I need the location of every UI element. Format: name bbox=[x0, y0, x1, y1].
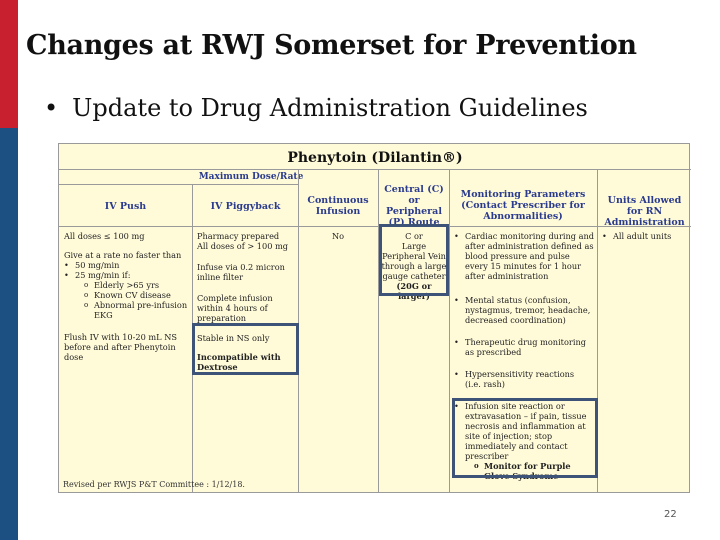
iv-push-rate-1: • 50 mg/min bbox=[64, 260, 190, 270]
col-divider bbox=[449, 170, 450, 492]
bullet-dot-icon: • bbox=[44, 94, 59, 122]
highlight-box-route bbox=[379, 224, 449, 296]
monitoring-item-5: • Infusion site reaction or extravasation – if pain, tissue necrosis and inflammation at site of injection; stop immediately and contact prescriber bbox=[454, 401, 594, 461]
col-header-monitoring: Monitoring Parameters (Contact Prescriber for Abnormalities) bbox=[460, 189, 586, 222]
iv-push-rate-2: • 25 mg/min if: bbox=[64, 270, 190, 280]
route-line-1: C or bbox=[405, 231, 423, 241]
route-line-3: Peripheral Vein bbox=[382, 251, 446, 261]
route-line-6: (20G or larger) bbox=[396, 281, 432, 301]
highlight-box-infusion-site bbox=[452, 398, 598, 478]
max-dose-header: Maximum Dose/Rate bbox=[198, 172, 304, 182]
side-accent-blue bbox=[0, 128, 18, 540]
iv-push-cell bbox=[64, 231, 190, 362]
ivpb-stable: Stable in NS only bbox=[197, 333, 270, 343]
iv-push-sub-1: o Elderly >65 yrs bbox=[64, 280, 190, 290]
iv-push-sub-2: o Known CV disease bbox=[64, 290, 190, 300]
iv-push-flush: Flush IV with 10-20 mL NS before and after Phenytoin dose bbox=[64, 332, 177, 362]
route-line-2: Large bbox=[401, 241, 427, 251]
monitoring-item-4-note: (i.e. rash) bbox=[465, 379, 505, 389]
slide-bullet bbox=[44, 94, 588, 122]
iv-push-sub-3: o Abnormal pre-infusion EKG bbox=[64, 300, 190, 320]
monitoring-item-2: • Mental status (confusion, nystagmus, tremor, headache, decreased coordination) bbox=[454, 295, 594, 325]
ivpb-doses: All doses of > 100 mg bbox=[197, 241, 289, 251]
ivpb-filter: Infuse via 0.2 micron inline filter bbox=[197, 262, 285, 282]
side-accent-bar bbox=[0, 0, 18, 540]
ivpb-complete: Complete infusion within 4 hours of preparation bbox=[197, 293, 273, 323]
header-divider bbox=[59, 226, 691, 227]
col-header-iv-push: IV Push bbox=[104, 201, 147, 212]
iv-push-all-doses: All doses ≤ 100 mg bbox=[64, 231, 145, 241]
ivpb-prepared: Pharmacy prepared bbox=[197, 231, 280, 241]
side-accent-red bbox=[0, 0, 18, 128]
monitoring-item-4: • Hypersensitivity reactions bbox=[454, 369, 594, 379]
highlight-box-dextrose bbox=[192, 323, 299, 375]
slide-bullet-text: Update to Drug Administration Guidelines bbox=[72, 94, 588, 122]
route-line-5: gauge catheter bbox=[382, 271, 446, 281]
col-divider bbox=[378, 170, 379, 492]
iv-push-rate-intro: Give at a rate no faster than bbox=[64, 250, 182, 260]
col-header-iv-piggyback: IV Piggyback bbox=[210, 201, 281, 212]
slide-title: Changes at RWJ Somerset for Prevention bbox=[26, 30, 637, 61]
units-item-1: • All adult units bbox=[602, 231, 688, 241]
table-title: Phenytoin (Dilantin®) bbox=[59, 144, 691, 170]
continuous-value: No bbox=[331, 231, 345, 241]
phenytoin-guideline-table bbox=[58, 143, 690, 493]
col-header-route: Central (C) or Peripheral (P) Route bbox=[384, 184, 444, 228]
max-dose-divider bbox=[59, 184, 298, 185]
monitoring-item-3: • Therapeutic drug monitoring as prescribed bbox=[454, 337, 594, 357]
monitoring-item-5-sub: o Monitor for Purple Glove Syndrome bbox=[454, 461, 594, 481]
page-number: 22 bbox=[664, 509, 677, 520]
col-header-units: Units Allowed for RN Administration bbox=[604, 195, 685, 228]
units-cell bbox=[602, 231, 688, 241]
col-header-continuous: Continuous Infusion bbox=[307, 195, 369, 217]
revision-note: Revised per RWJS P&T Committee : 1/12/18. bbox=[63, 480, 245, 489]
route-line-4: through a large bbox=[381, 261, 447, 271]
ivpb-incompatible: Incompatible with Dextrose bbox=[197, 352, 281, 372]
monitoring-item-1: • Cardiac monitoring during and after administration defined as blood pressure and pulse every 15 minutes for 1 hour after administration bbox=[454, 231, 594, 281]
